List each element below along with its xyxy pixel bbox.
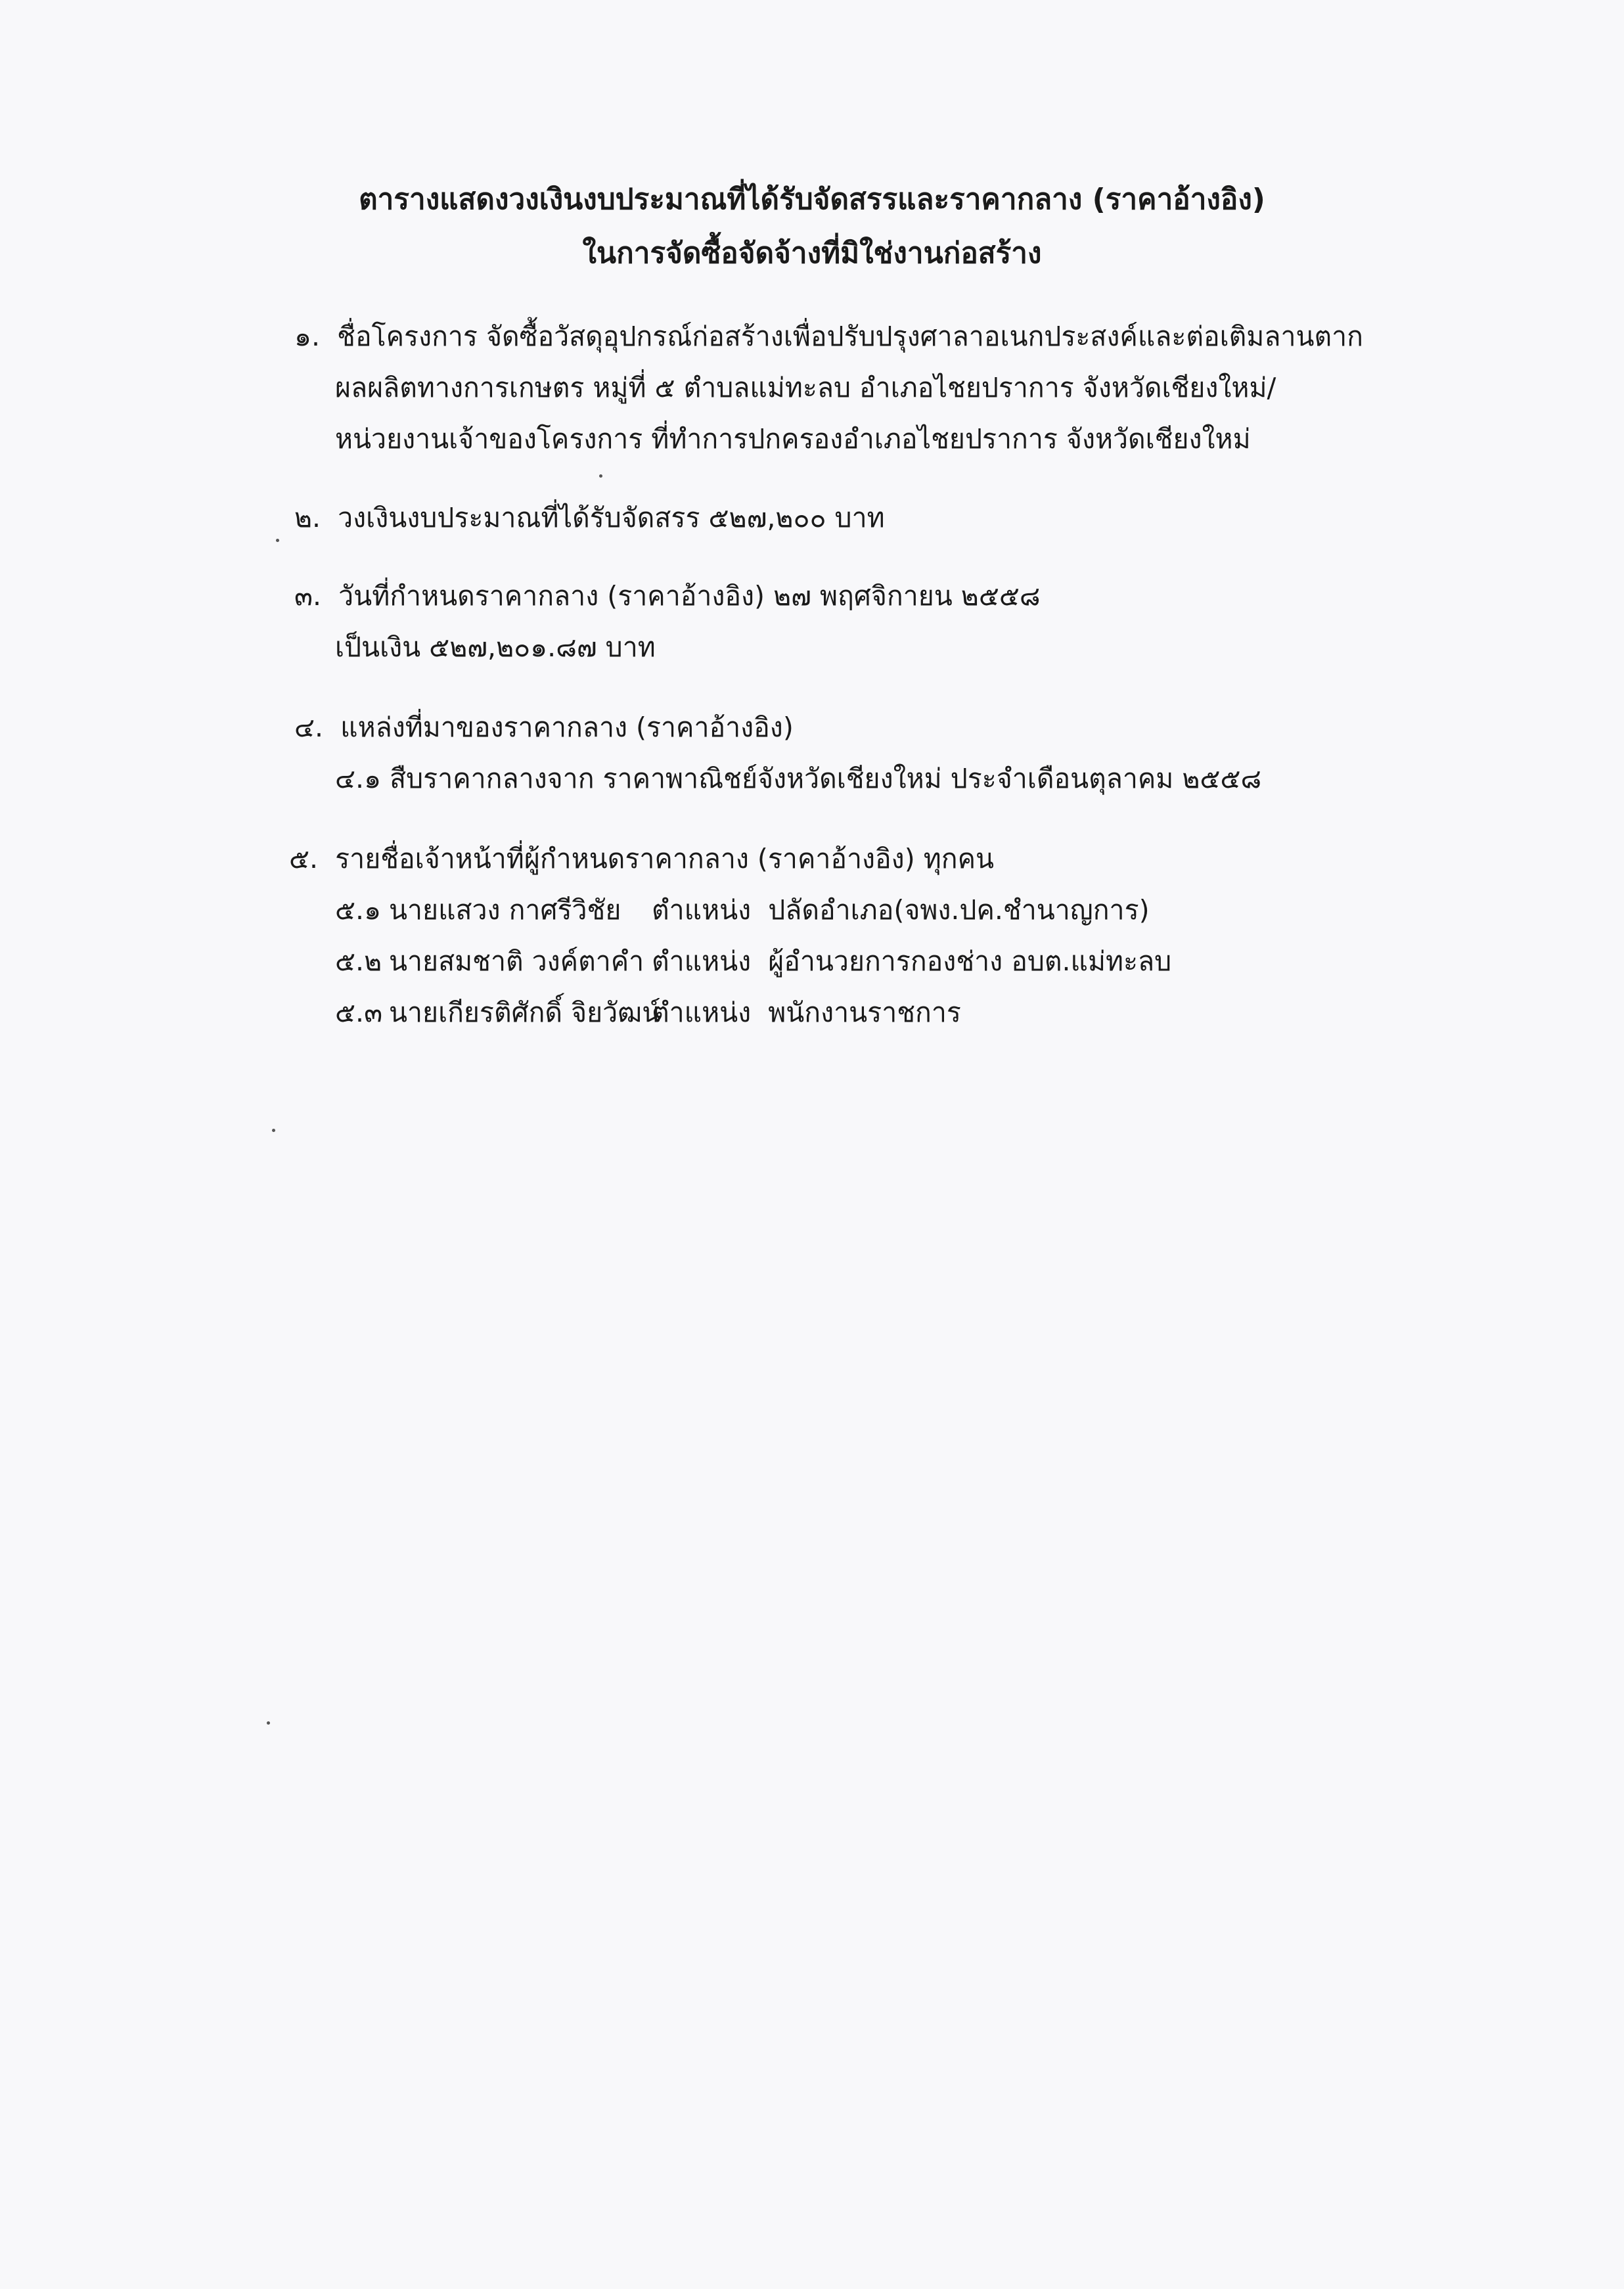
- scan-speck: [599, 474, 602, 478]
- item-1-text: ชื่อโครงการ จัดซื้อวัสดุอุปกรณ์ก่อสร้างเพื่อปรับปรุงศาลาอเนกประสงค์และต่อเติมลานตาก: [337, 321, 1363, 352]
- official-2-position-label: ตำแหน่ง: [652, 945, 752, 977]
- item-2-text: วงเงินงบประมาณที่ได้รับจัดสรร ๕๒๗,๒๐๐ บาท: [338, 502, 885, 533]
- item-1-line-1: [294, 315, 1363, 358]
- official-2-number: ๕.๒: [335, 945, 382, 977]
- scan-speck: [276, 539, 279, 542]
- item-3-text: วันที่กำหนดราคากลาง (ราคาอ้างอิง) ๒๗ พฤศจิกายน ๒๕๕๘: [338, 580, 1041, 612]
- item-1-line-2: ผลผลิตทางการเกษตร หมู่ที่ ๕ ตำบลแม่ทะลบ อำเภอไชยปราการ จังหวัดเชียงใหม่/: [335, 372, 1276, 403]
- official-1-number: ๕.๑: [335, 894, 382, 926]
- item-4-line-1: [294, 706, 794, 749]
- official-2-name: นายสมชาติ วงค์ตาคำ: [389, 945, 644, 977]
- item-4-line-2: ๔.๑ สืบราคากลางจาก ราคาพาณิชย์จังหวัดเชียงใหม่ ประจำเดือนตุลาคม ๒๕๕๘: [335, 763, 1262, 794]
- official-1-position: ปลัดอำเภอ(จพง.ปค.ชำนาญการ): [768, 894, 1150, 926]
- item-3-line-1: [294, 575, 1041, 618]
- item-2-line-1: [294, 497, 885, 539]
- item-4-text: แหล่งที่มาของราคากลาง (ราคาอ้างอิง): [340, 712, 794, 743]
- title-line-1: ตารางแสดงวงเงินงบประมาณที่ได้รับจัดสรรและราคากลาง (ราคาอ้างอิง): [359, 183, 1265, 216]
- official-3-name: นายเกียรติศักดิ์ จิยวัฒน์: [389, 997, 661, 1028]
- item-1-number: ๑.: [294, 321, 321, 352]
- scan-speck: [267, 1721, 270, 1725]
- title-line-2: ในการจัดซื้อจัดจ้างที่มิใช่งานก่อสร้าง: [582, 237, 1042, 270]
- official-3-position: พนักงานราชการ: [768, 997, 961, 1028]
- item-5-line-1: [289, 838, 994, 880]
- official-row-2: [335, 940, 1171, 983]
- official-row-3: [335, 991, 961, 1034]
- scan-speck: [272, 1129, 275, 1132]
- official-1-position-label: ตำแหน่ง: [652, 894, 752, 926]
- official-row-1: [335, 889, 1150, 932]
- official-3-position-label: ตำแหน่ง: [652, 997, 752, 1028]
- item-5-number: ๕.: [289, 843, 319, 874]
- item-1-line-3: หน่วยงานเจ้าของโครงการ ที่ทำการปกครองอำเภอไชยปราการ จังหวัดเชียงใหม่: [335, 423, 1251, 455]
- item-2-number: ๒.: [294, 502, 321, 533]
- item-3-number: ๓.: [294, 580, 322, 612]
- official-3-number: ๕.๓: [335, 997, 383, 1028]
- item-5-text: รายชื่อเจ้าหน้าที่ผู้กำหนดราคากลาง (ราคาอ้างอิง) ทุกคน: [335, 843, 995, 874]
- official-1-name: นายแสวง กาศรีวิชัย: [389, 894, 621, 926]
- item-3-line-2: เป็นเงิน ๕๒๗,๒๐๑.๘๗ บาท: [335, 631, 656, 663]
- item-4-number: ๔.: [294, 712, 324, 743]
- official-2-position: ผู้อำนวยการกองช่าง อบต.แม่ทะลบ: [768, 945, 1172, 977]
